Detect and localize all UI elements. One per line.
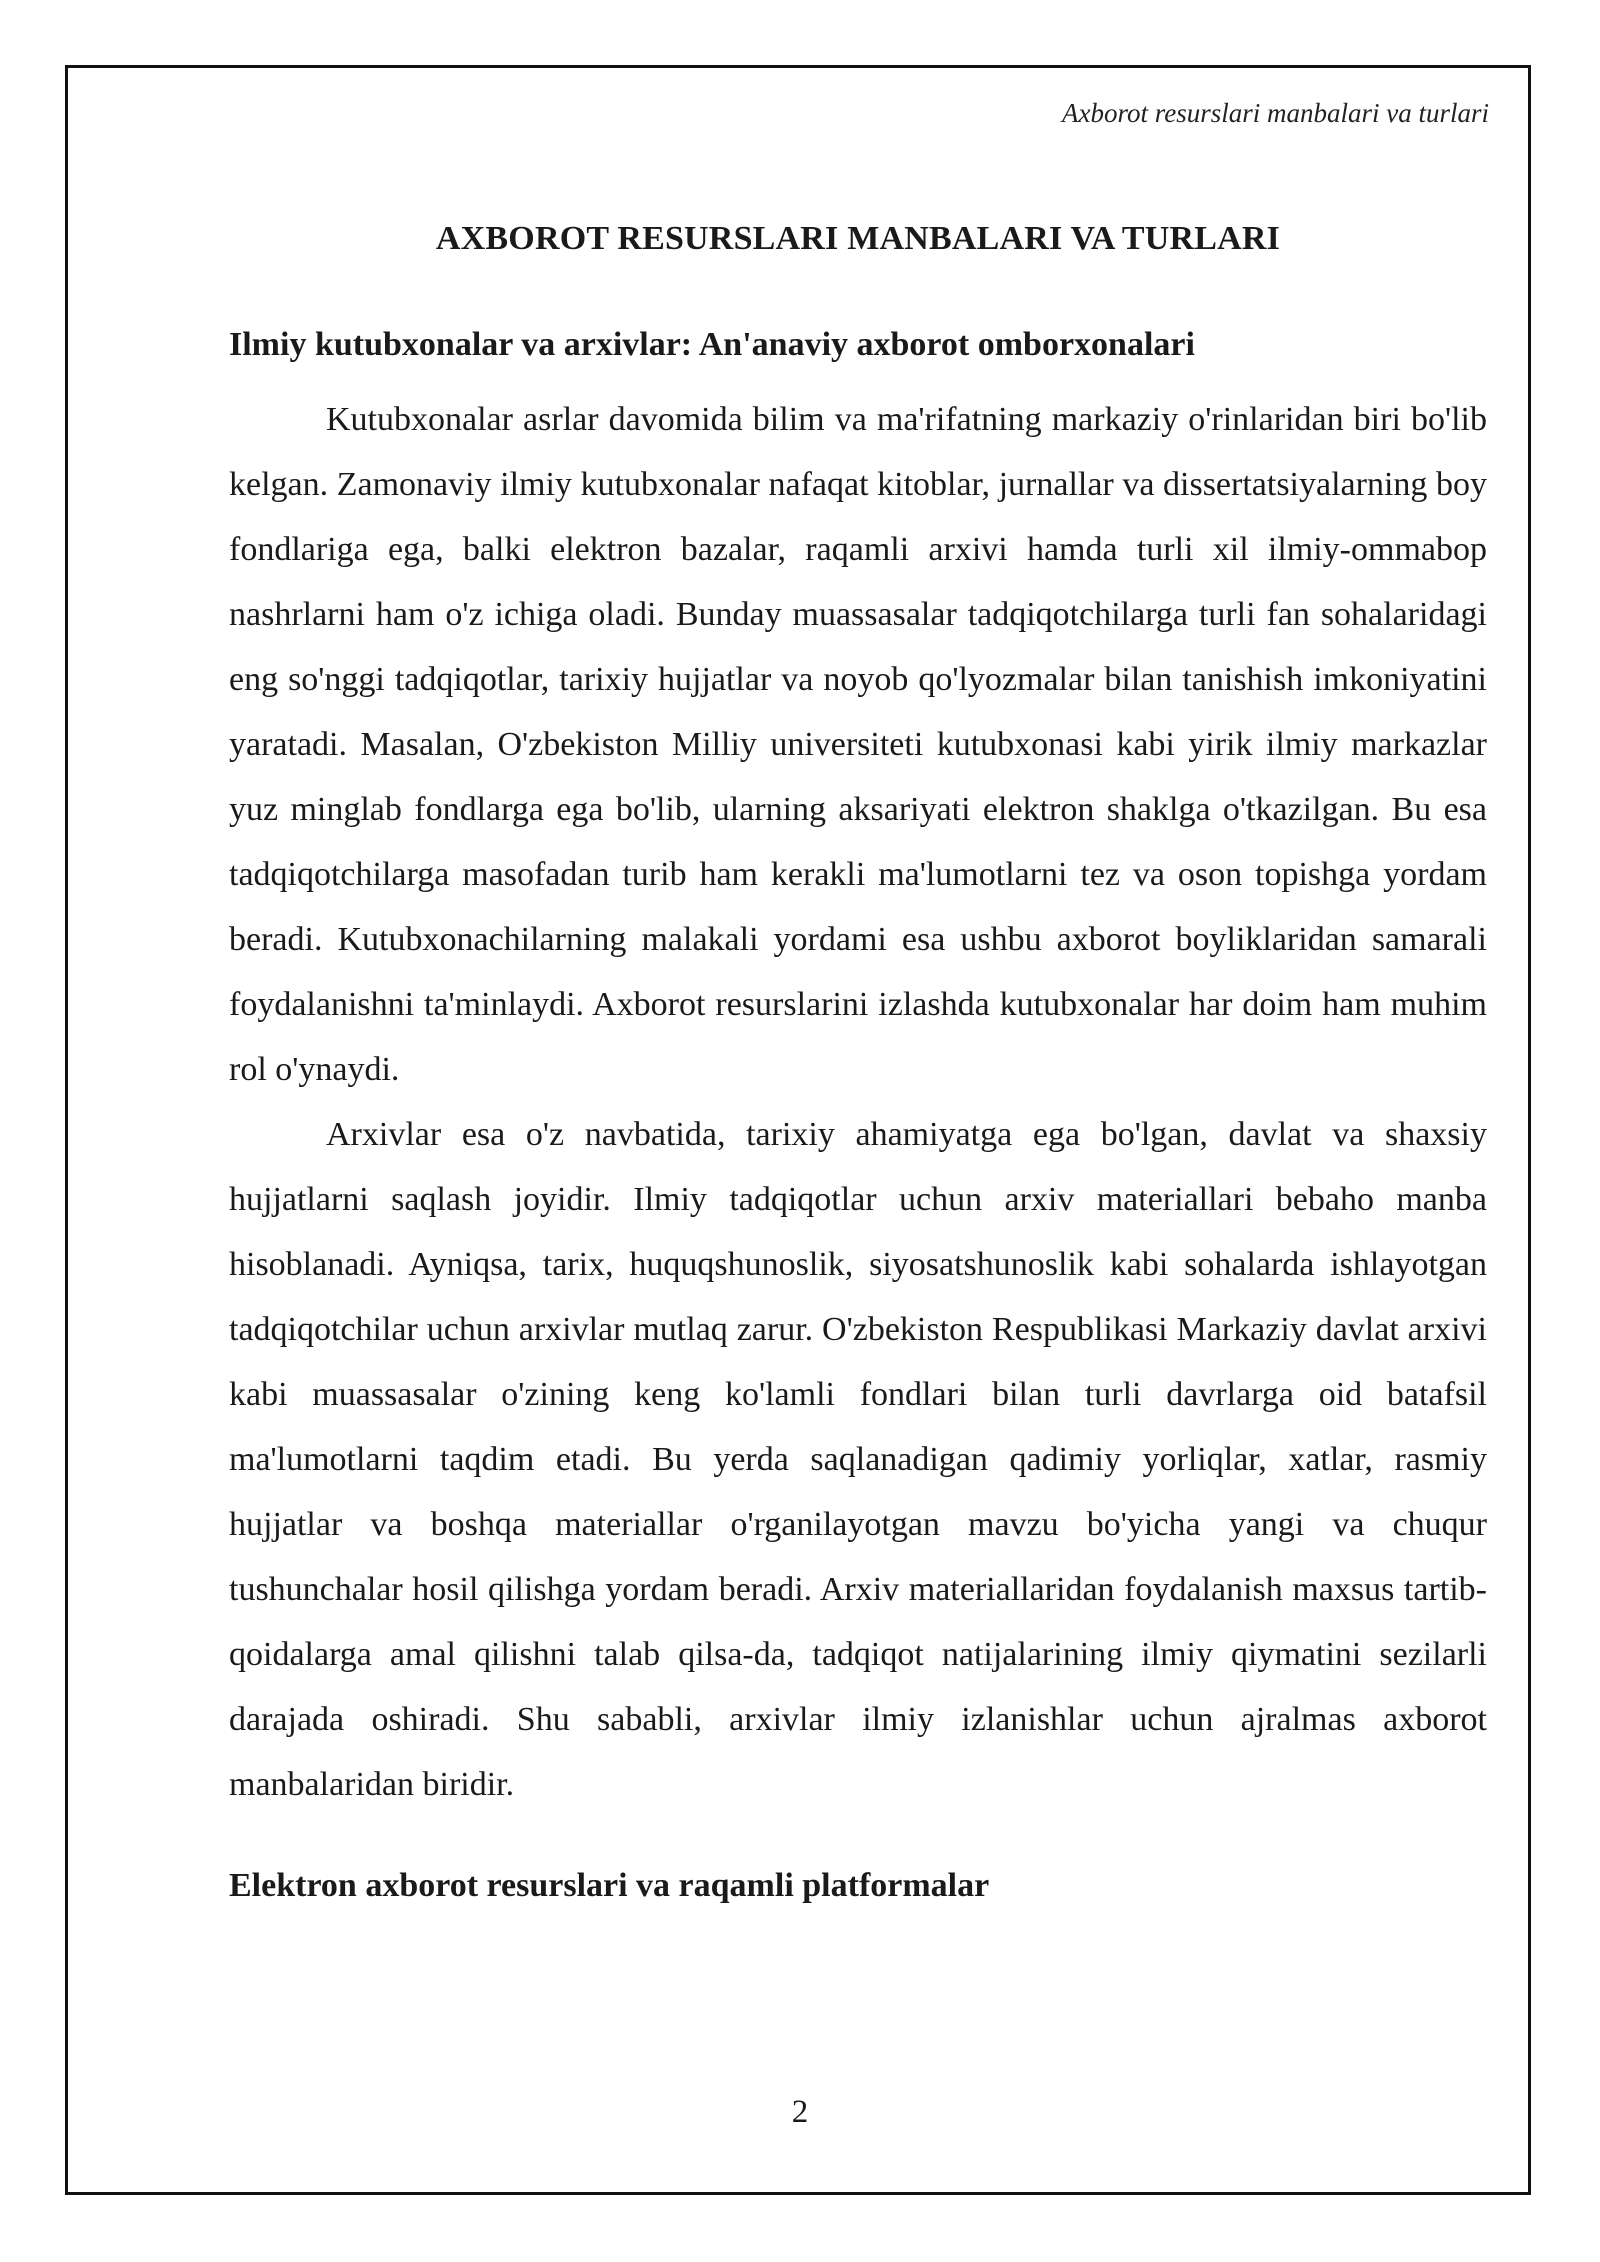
section-heading-electronic-resources: Elektron axborot resurslari va raqamli platformalar	[229, 1867, 990, 1904]
paragraph-archives: Arxivlar esa o'z navbatida, tarixiy ahamiyatga ega bo'lgan, davlat va shaxsiy hujjatlarni saqlash joyidir. Ilmiy tadqiqotlar uchun arxiv materiallari bebaho manba hisoblanadi. Ayniqsa, tarix, huquqshunoslik, siyosatshunoslik kabi sohalarda ishlayotgan tadqiqotchilar uchun arxivlar mutlaq zarur. O'zbekiston Respublikasi Markaziy davlat arxivi kabi muassasalar o'zining keng ko'lamli fondlari bilan turli davrlarga oid batafsil ma'lumotlarni taqdim etadi. Bu yerda saqlanadigan qadimiy yorliqlar, xatlar, rasmiy hujjatlar va boshqa materiallar o'rganilayotgan mavzu bo'yicha yangi va chuqur tushunchalar hosil qilishga yordam beradi. Arxiv materiallaridan foydalanish maxsus tartib-qoidalarga amal qilishni talab qilsa-da, tadqiqot natijalarining ilmiy qiymatini sezilarli darajada oshiradi. Shu sababli, arxivlar ilmiy izlanishlar uchun ajralmas axborot manbalaridan biridir.	[229, 1116, 1487, 1803]
paragraph-libraries: Kutubxonalar asrlar davomida bilim va ma'rifatning markaziy o'rinlaridan biri bo'lib kelgan. Zamonaviy ilmiy kutubxonalar nafaqat kitoblar, jurnallar va dissertatsiyalarning boy fondlariga ega, balki elektron bazalar, raqamli arxivi hamda turli xil ilmiy-ommabop nashrlarni ham o'z ichiga oladi. Bunday muassasalar tadqiqotchilarga turli fan sohalaridagi eng so'nggi tadqiqotlar, tarixiy hujjatlar va noyob qo'lyozmalar bilan tanishish imkoniyatini yaratadi. Masalan, O'zbekiston Milliy universiteti kutubxonasi kabi yirik ilmiy markazlar yuz minglab fondlarga ega bo'lib, ularning aksariyati elektron shaklga o'tkazilgan. Bu esa tadqiqotchilarga masofadan turib ham kerakli ma'lumotlarni tez va oson topishga yordam beradi. Kutubxonachilarning malakali yordami esa ushbu axborot boyliklaridan samarali foydalanishni ta'minlaydi. Axborot resurslarini izlashda kutubxonalar har doim ham muhim rol o'ynaydi.	[229, 401, 1487, 1088]
running-header: Axborot resurslari manbalari va turlari	[1061, 98, 1489, 128]
document-title: AXBOROT RESURSLARI MANBALARI VA TURLARI	[435, 220, 1281, 257]
page-number: 2	[791, 2094, 809, 2130]
section-heading-libraries: Ilmiy kutubxonalar va arxivlar: An'anaviy axborot omborxonalari	[229, 326, 1195, 363]
document-body	[229, 214, 1487, 1911]
